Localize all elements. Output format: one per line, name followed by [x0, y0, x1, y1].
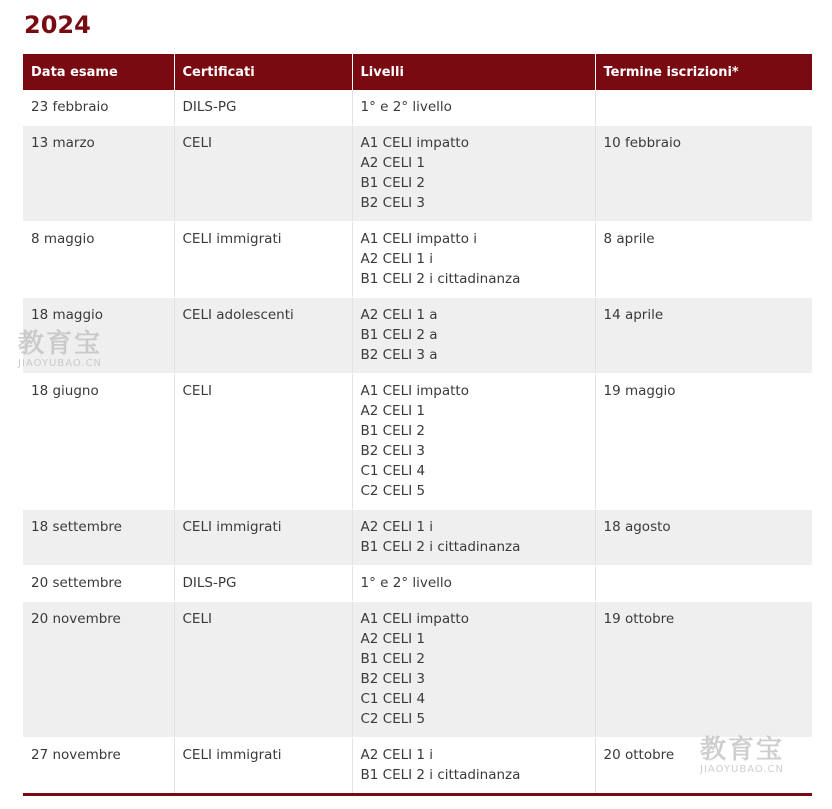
- level-item: A2 CELI 1: [360, 403, 425, 419]
- level-item: C1 CELI 4: [360, 691, 426, 707]
- table-row: [23, 222, 812, 298]
- header-row: [23, 54, 812, 90]
- certificate-cell: CELI immigrati: [174, 738, 352, 795]
- level-item: B1 CELI 2 a: [360, 327, 438, 343]
- level-item: C2 CELI 5: [360, 711, 426, 727]
- column-header-exam-date: Data esame: [23, 54, 174, 90]
- level-item: B2 CELI 3: [360, 443, 425, 459]
- table-row: [23, 374, 812, 510]
- table-row: [23, 602, 812, 738]
- level-item: A2 CELI 1 i: [360, 519, 433, 535]
- watermark-text: 教育宝: [18, 329, 103, 359]
- column-header-certificates: Certificati: [174, 54, 352, 90]
- year-heading: 2024: [24, 11, 91, 39]
- table-header: [23, 54, 812, 90]
- table-row: [23, 566, 812, 602]
- level-item: C1 CELI 4: [360, 463, 426, 479]
- levels-cell: [352, 510, 595, 566]
- level-item: 1° e 2° livello: [360, 99, 452, 115]
- level-item: A2 CELI 1 i: [360, 251, 433, 267]
- level-item: A2 CELI 1: [360, 155, 425, 171]
- column-header-registration-deadline: Termine iscrizioni*: [595, 54, 812, 90]
- exam-date-cell: 20 settembre: [23, 566, 174, 602]
- level-item: B1 CELI 2 i cittadinanza: [360, 271, 521, 287]
- level-item: B1 CELI 2: [360, 423, 425, 439]
- level-item: C2 CELI 5: [360, 483, 426, 499]
- exam-date-cell: 20 novembre: [23, 602, 174, 738]
- watermark-text: 教育宝: [700, 735, 785, 765]
- table-row: [23, 298, 812, 374]
- certificate-cell: DILS-PG: [174, 90, 352, 126]
- table-row: [23, 126, 812, 222]
- registration-deadline-cell: [595, 90, 812, 126]
- certificate-cell: CELI adolescenti: [174, 298, 352, 374]
- level-item: B2 CELI 3 a: [360, 347, 438, 363]
- certificate-cell: CELI: [174, 374, 352, 510]
- levels-cell: [352, 298, 595, 374]
- column-header-levels: Livelli: [352, 54, 595, 90]
- level-item: A2 CELI 1: [360, 631, 425, 647]
- registration-deadline-cell: 20 ottobre: [595, 738, 812, 795]
- certificate-cell: DILS-PG: [174, 566, 352, 602]
- levels-cell: [352, 222, 595, 298]
- table-row: [23, 90, 812, 126]
- level-item: A2 CELI 1 a: [360, 307, 438, 323]
- registration-deadline-cell: 19 ottobre: [595, 602, 812, 738]
- registration-deadline-cell: 14 aprile: [595, 298, 812, 374]
- level-item: A2 CELI 1 i: [360, 747, 433, 763]
- exam-schedule-table: [23, 54, 812, 796]
- registration-deadline-cell: 18 agosto: [595, 510, 812, 566]
- level-item: A1 CELI impatto: [360, 135, 469, 151]
- registration-deadline-cell: 19 maggio: [595, 374, 812, 510]
- certificate-cell: CELI immigrati: [174, 222, 352, 298]
- levels-cell: [352, 602, 595, 738]
- watermark-url: JIAOYUBAO.CN: [18, 358, 102, 369]
- certificate-cell: CELI: [174, 126, 352, 222]
- levels-cell: [352, 566, 595, 602]
- exam-date-cell: 18 maggio: [23, 298, 174, 374]
- level-item: B1 CELI 2: [360, 175, 425, 191]
- level-item: B2 CELI 3: [360, 195, 425, 211]
- levels-cell: [352, 374, 595, 510]
- level-item: A1 CELI impatto: [360, 611, 469, 627]
- level-item: B2 CELI 3: [360, 671, 425, 687]
- exam-date-cell: 13 marzo: [23, 126, 174, 222]
- table-row: [23, 510, 812, 566]
- watermark-url: JIAOYUBAO.CN: [700, 764, 784, 775]
- levels-cell: [352, 126, 595, 222]
- certificate-cell: CELI: [174, 602, 352, 738]
- table-row: [23, 738, 812, 795]
- level-item: B1 CELI 2 i cittadinanza: [360, 767, 521, 783]
- table-body: [23, 90, 812, 795]
- exam-date-cell: 8 maggio: [23, 222, 174, 298]
- level-item: 1° e 2° livello: [360, 575, 452, 591]
- registration-deadline-cell: 10 febbraio: [595, 126, 812, 222]
- level-item: A1 CELI impatto i: [360, 231, 477, 247]
- levels-cell: [352, 738, 595, 795]
- certificate-cell: CELI immigrati: [174, 510, 352, 566]
- exam-date-cell: 27 novembre: [23, 738, 174, 795]
- exam-date-cell: 18 settembre: [23, 510, 174, 566]
- registration-deadline-cell: [595, 566, 812, 602]
- level-item: B1 CELI 2 i cittadinanza: [360, 539, 521, 555]
- registration-deadline-cell: 8 aprile: [595, 222, 812, 298]
- level-item: B1 CELI 2: [360, 651, 425, 667]
- exam-date-cell: 23 febbraio: [23, 90, 174, 126]
- exam-date-cell: 18 giugno: [23, 374, 174, 510]
- levels-cell: [352, 90, 595, 126]
- level-item: A1 CELI impatto: [360, 383, 469, 399]
